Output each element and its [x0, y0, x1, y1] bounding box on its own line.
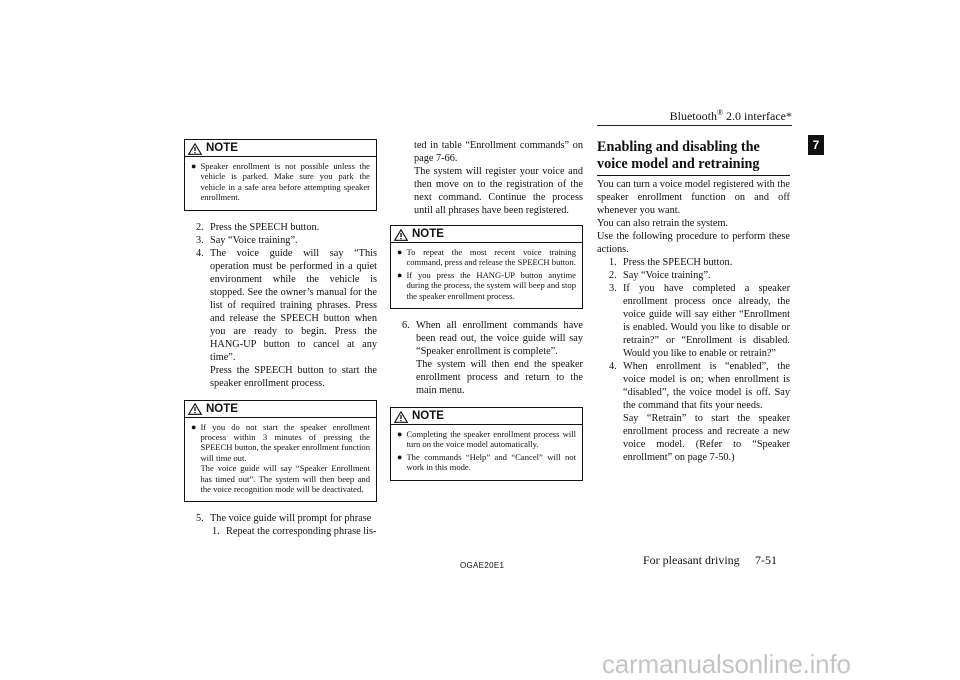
- bullet-dot-icon: ●: [397, 247, 403, 257]
- list-item: 3. Say “Voice training”.: [196, 234, 298, 246]
- warning-triangle-icon: [394, 411, 408, 423]
- warning-triangle-icon: [394, 229, 408, 241]
- note-bullet: ● If you do not start the speaker enrollment process within 3 minutes of pressing the SPEECH button, the speaker enrollment function will time out. The voice guide will say “Speaker Enrollment has timed out”. The system will then beep and the voice recognition mode will be deactivated.: [191, 421, 370, 495]
- header-rule: [597, 125, 792, 126]
- paragraph: Use the following procedure to perform these actions.: [597, 231, 790, 255]
- bullet-dot-icon: ●: [191, 161, 197, 171]
- list-item: 2. Say “Voice training”.: [609, 270, 711, 281]
- paragraph: ted in table “Enrollment commands” on page 7-66.: [414, 140, 583, 164]
- note-header: NOTE: [391, 408, 582, 425]
- chapter-tab[interactable]: 7: [808, 135, 824, 155]
- column-3: [597, 139, 790, 464]
- note-body: [185, 157, 376, 210]
- note-bullet: ● If you press the HANG-UP button anytime during the process, the system will beep and stop the speaker enrollment process.: [397, 269, 576, 301]
- bullet-dot-icon: ●: [191, 421, 197, 432]
- list-item: 4. When enrollment is “enabled”, the voice model is on; when enrollment is “disabled”, the voice model is off. Say the command that fits your needs.: [609, 361, 790, 411]
- column-1: [184, 139, 377, 538]
- bullet-dot-icon: ●: [397, 429, 403, 440]
- section-title: Enabling and disabling the voice model and retraining: [597, 139, 790, 176]
- sub-list-item: 1. Repeat the corresponding phrase lis-: [212, 526, 377, 538]
- note-header: NOTE: [391, 226, 582, 243]
- note-box: [184, 400, 377, 503]
- list-item: 1. Press the SPEECH button.: [609, 257, 733, 268]
- note-box: [390, 407, 583, 481]
- list-item: 3. If you have completed a speaker enrollment process once already, the voice guide will say either “Enrollment is enabled. Would you like to disable or retrain?” or “Enrollment is disabled. Would you like to enable or retrain?”: [609, 283, 790, 359]
- paragraph: You can also retrain the system.: [597, 218, 729, 229]
- list-item: 2. Press the SPEECH button.: [196, 221, 320, 233]
- note-bullet: ● The commands “Help” and “Cancel” will not work in this mode.: [397, 451, 576, 473]
- warning-triangle-icon: [188, 143, 202, 155]
- paragraph: The system will then end the speaker enrollment process and return to the main menu.: [416, 359, 583, 397]
- bullet-dot-icon: ●: [397, 451, 403, 462]
- note-body: [391, 243, 582, 308]
- watermark[interactable]: carmanualsonline.info: [602, 649, 851, 679]
- note-box: [390, 225, 583, 309]
- note-box: [184, 139, 377, 211]
- list-item: 6. When all enrollment commands have been read out, the voice guide will say “Speaker enrollment is complete”.: [402, 320, 583, 358]
- footer-section: For pleasant driving: [643, 553, 740, 567]
- note-bullet: ● Completing the speaker enrollment process will turn on the voice model automatically.: [397, 429, 576, 450]
- note-header: NOTE: [185, 401, 376, 418]
- list-item: 5. The voice guide will prompt for phrase: [196, 513, 372, 525]
- paragraph: Press the SPEECH button to start the speaker enrollment process.: [210, 364, 377, 389]
- list-item: 4. The voice guide will say “This operation must be performed in a quiet environment while the vehicle is stopped. See the owner’s manual for the list of required training phrases. Press and release the SPEECH button when you are ready to begin. Press the HANG-UP button to cancel at any time”.: [196, 247, 377, 363]
- note-bullet: ● Speaker enrollment is not possible unless the vehicle is parked. Make sure you park the vehicle in a safe area before attempting speaker enrollment.: [191, 161, 370, 203]
- note-header: NOTE: [185, 140, 376, 157]
- note-body: [185, 418, 376, 502]
- bullet-dot-icon: ●: [397, 269, 403, 280]
- page-header: Bluetooth® 2.0 interface*: [669, 108, 792, 123]
- paragraph: You can turn a voice model registered with the speaker enrollment function on and off whenever you want.: [597, 179, 790, 216]
- page-number: 7-51: [755, 553, 777, 567]
- paragraph: Say “Retrain” to start the speaker enrollment process and recreate a new voice model. (Refer to “Speaker enrollment” on page 7-50.): [623, 413, 790, 463]
- column-2: [390, 139, 583, 491]
- paragraph: The system will register your voice and then move on to the registration of the next command. Continue the process until all phrases have been registered.: [414, 166, 583, 216]
- note-body: [391, 425, 582, 480]
- note-bullet: ● To repeat the most recent voice training command, press and release the SPEECH button.: [397, 247, 576, 268]
- document-code: OGAE20E1: [460, 561, 505, 570]
- warning-triangle-icon: [188, 403, 202, 415]
